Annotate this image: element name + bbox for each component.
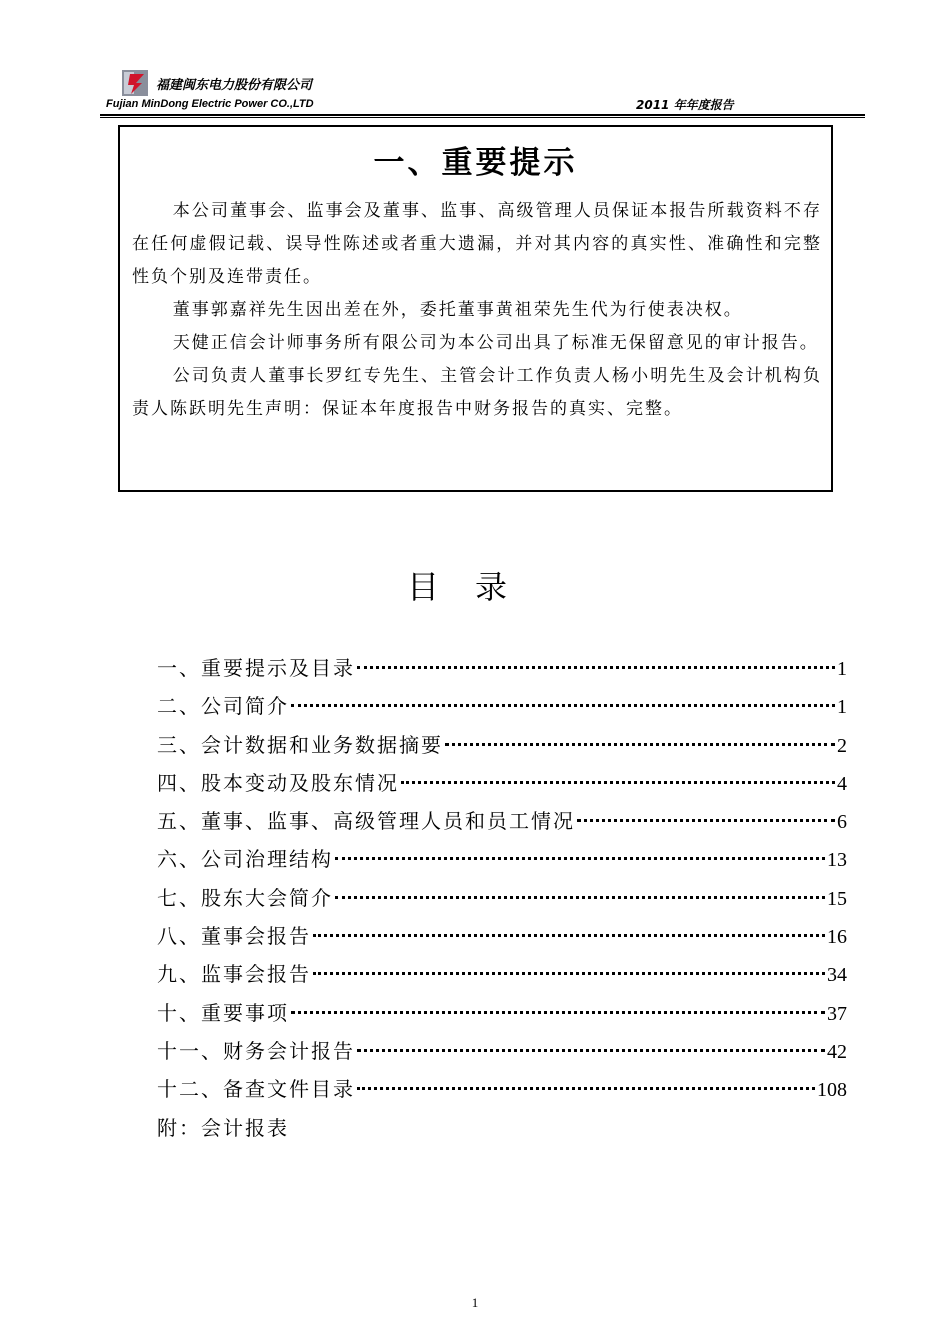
toc-entry-page: 108: [817, 1079, 847, 1102]
toc-leader-dots: [357, 665, 835, 669]
toc-entry-page: 15: [827, 887, 847, 910]
notice-paragraph: 天健正信会计师事务所有限公司为本公司出具了标准无保留意见的审计报告。: [172, 333, 819, 353]
company-name-cn: 福建闽东电力股份有限公司: [156, 78, 313, 93]
toc-entry-title: 十一、财务会计报告: [157, 1038, 355, 1063]
toc-entry-title: 二、公司简介: [157, 694, 289, 719]
toc-entry-page: 34: [827, 964, 847, 987]
toc-leader-dots: [357, 1086, 815, 1090]
toc-heading: 目录: [406, 568, 543, 606]
toc-leader-dots: [401, 780, 835, 784]
notice-paragraph: 本公司董事会、监事会及董事、监事、高级管理人员保证本报告所载资料不存在任何虚假记载、误导性陈述或者重大遗漏，并对其内容的真实性、准确性和完整性负个别及连带责任。: [132, 201, 822, 287]
toc-list: [157, 652, 847, 1150]
toc-entry[interactable]: [157, 882, 847, 920]
report-title: 2011 年年度报告: [636, 98, 734, 112]
toc-leader-dots: [291, 703, 835, 707]
toc-entry-title: 六、公司治理结构: [157, 847, 333, 872]
toc-entry-page: 1: [837, 658, 847, 680]
page-number: 1: [471, 1295, 479, 1310]
toc-entry-title: 七、股东大会简介: [157, 885, 333, 910]
toc-entry-page: 4: [837, 772, 847, 795]
toc-leader-dots: [335, 895, 825, 899]
toc-appendix: 附：会计报表: [157, 1115, 289, 1140]
toc-entry-title: 四、股本变动及股东情况: [157, 770, 399, 795]
toc-entry-title: 三、会计数据和业务数据摘要: [157, 732, 443, 757]
notice-body: [132, 195, 822, 426]
toc-leader-dots: [357, 1048, 825, 1052]
toc-entry-title: 一、重要提示及目录: [157, 656, 355, 680]
toc-entry-title: 五、董事、监事、高级管理人员和员工情况: [157, 809, 575, 834]
toc-entry-page: 16: [827, 926, 847, 949]
toc-entry[interactable]: [157, 767, 847, 805]
toc-entry-page: 1: [837, 696, 847, 719]
toc-leader-dots: [445, 742, 835, 746]
toc-entry[interactable]: [157, 1035, 847, 1073]
toc-leader-dots: [577, 818, 835, 822]
toc-leader-dots: [335, 856, 825, 860]
notice-title: 一、重要提示: [373, 145, 578, 181]
toc-entry-title: 九、监事会报告: [157, 962, 311, 987]
toc-entry-title: 十二、备查文件目录: [157, 1077, 355, 1102]
toc-entry-page: 6: [837, 811, 847, 834]
notice-paragraph: 公司负责人董事长罗红专先生、主管会计工作负责人杨小明先生及会计机构负责人陈跃明先生声明：保证本年度报告中财务报告的真实、完整。: [132, 366, 822, 419]
toc-entry[interactable]: [157, 997, 847, 1035]
toc-entry[interactable]: [157, 958, 847, 996]
notice-paragraph: 董事郭嘉祥先生因出差在外，委托董事黄祖荣先生代为行使表决权。: [172, 300, 743, 320]
toc-entry[interactable]: [157, 652, 847, 690]
header-divider-thin: [100, 117, 865, 118]
toc-entry[interactable]: [157, 920, 847, 958]
toc-entry-title: 八、董事会报告: [157, 924, 311, 949]
toc-entry[interactable]: [157, 1073, 847, 1111]
toc-entry-page: 37: [827, 1002, 847, 1025]
toc-entry-page: 42: [827, 1040, 847, 1063]
company-name-en: Fujian MinDong Electric Power CO.,LTD: [106, 98, 314, 110]
toc-entry-page: 13: [827, 849, 847, 872]
toc-entry-page: 2: [837, 734, 847, 757]
toc-leader-dots: [313, 933, 825, 937]
toc-leader-dots: [291, 1010, 825, 1014]
toc-entry[interactable]: [157, 690, 847, 728]
important-notice-box: [118, 125, 833, 492]
toc-entry-title: 十、重要事项: [157, 1000, 289, 1025]
toc-entry[interactable]: [157, 843, 847, 881]
toc-entry[interactable]: [157, 805, 847, 843]
header-divider: [100, 114, 865, 116]
toc-entry[interactable]: [157, 729, 847, 767]
toc-leader-dots: [313, 971, 825, 975]
company-logo-icon: [122, 70, 148, 96]
